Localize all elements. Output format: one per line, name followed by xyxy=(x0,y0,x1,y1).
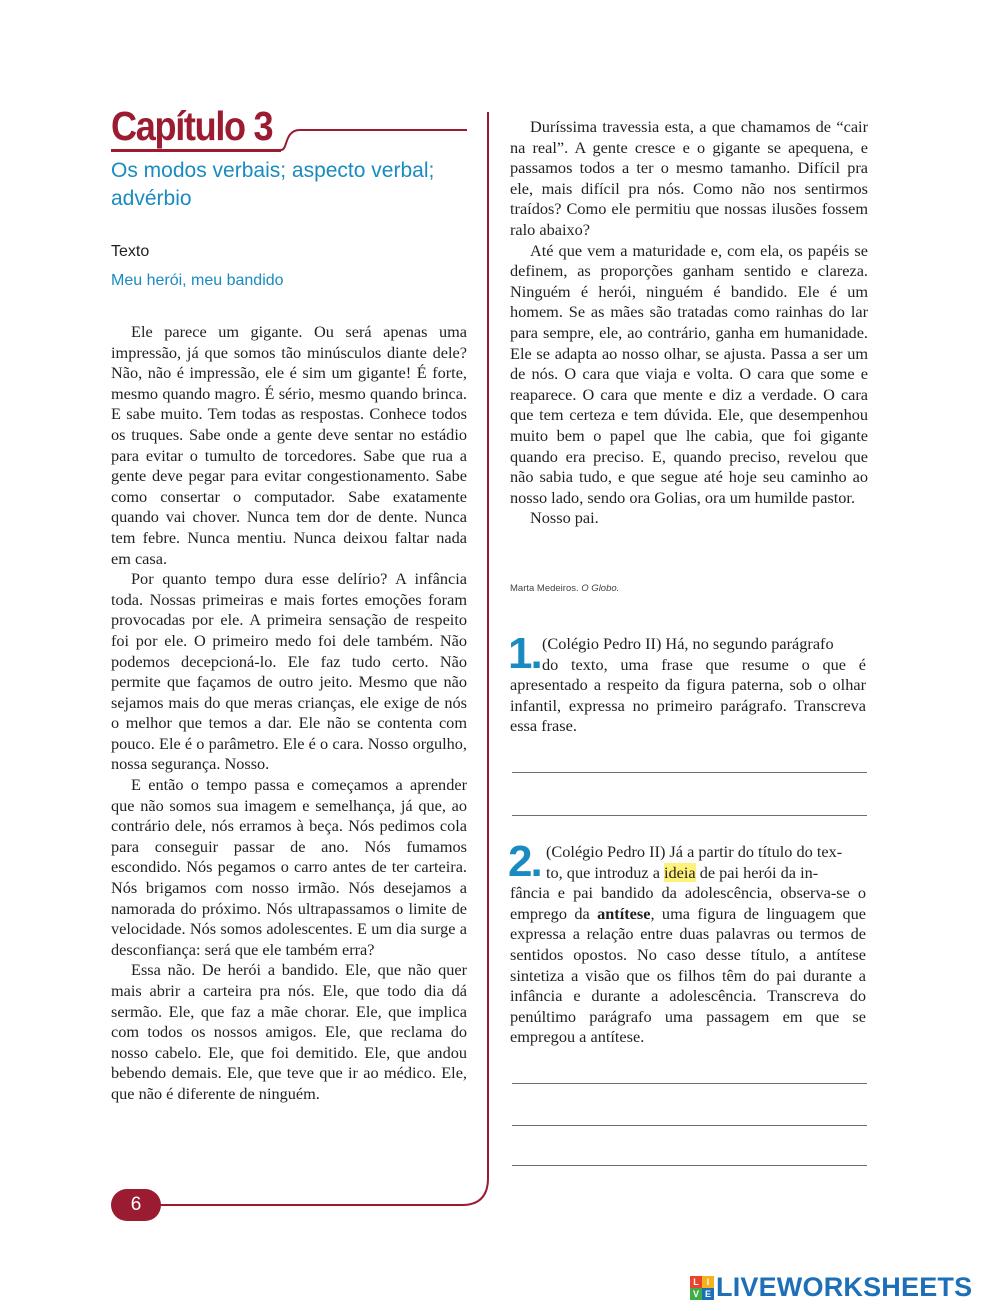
answer-line-q2-2[interactable] xyxy=(512,1125,867,1126)
text-title: Meu herói, meu bandido xyxy=(111,272,284,289)
paragraph: Duríssima travessia esta, a que chamamos de “cair na real”. A gente cresce e o gigante se apequena, e passamos todos a ter o mesmo tamanho. Difícil pra ele, mais difícil pra nós. Como não nos sentirmos traídos? Como ele permitiu que nossas ilusões fossem ralo abaixo? xyxy=(510,117,868,239)
question-1-number: 1. xyxy=(508,629,541,678)
logo-letter: I xyxy=(702,1276,714,1288)
paragraph: Até que vem a maturidade e, com ela, os papéis se definem, as proporções ganham sentido e clareza. Ninguém é herói, ninguém é bandido. Ele é um homem. Se as mães são tratadas como rainhas do lar para sempre, ele, ao contrário, ganha em humanidade. Ele se adapta ao nosso olhar, se ajusta. Passa a ser um de nós. O cara que viaja e volta. O cara que some e reaparece. O cara que mente e diz a verdade. O cara que tem certeza e tem dúvida. Ele, que desempenhou muito bem o papel que lhe cabia, que foi gigante quando era preciso. E, quando preciso, revelou que não sabia tudo, e que segue até hoje seu caminho ao nosso lado, sendo ora Golias, ora um humilde pastor. xyxy=(510,240,868,507)
credit-source: O Globo. xyxy=(581,583,620,594)
question-1-lead: (Colégio Pedro II) Há, no segundo parágrafo xyxy=(542,634,834,653)
question-2-lead: (Colégio Pedro II) Já a partir do título do tex- xyxy=(546,842,843,861)
question-1-text xyxy=(508,629,866,737)
question-2-text-part: , uma figura de linguagem que expressa a relação entre duas palavras ou termos de sentidos opostos. No caso desse título, a antítese sintetiza a visão que os filhos têm do pai durante a infância e durante a adolescência. Transcreva do penúltimo parágrafo uma passagem em que se empregou a antítese. xyxy=(510,903,866,1047)
paragraph: E então o tempo passa e começamos a aprender que não somos sua imagem e semelhança, já que, ao contrário dele, nós erramos à beça. Nós pedimos cola para conseguir passar de ano. Nós fumamos escondido. Nós pegamos o carro antes de ter carteira. Nós brigamos com nosso irmão. Nós desejamos a namorada do próximo. Nós ultrapassamos o limite de velocidade. Nós somos adolescentes. E um dia surge a desconfiança: será que ele também erra? xyxy=(111,775,467,959)
liveworksheets-icon xyxy=(690,1276,714,1300)
answer-line-q1-1[interactable] xyxy=(512,772,867,773)
question-2-line2 xyxy=(510,863,866,884)
paragraph: Por quanto tempo dura esse delírio? A infância toda. Nossas primeiras e mais fortes emoções foram provocadas por ele. A primeira sensação de respeito foi por ele. O primeiro medo foi dele também. Não podemos decepcioná-lo. Ele faz tudo certo. Não permite que façamos de outro jeito. Mesmo que não sejamos mais do que meras crianças, ele exige de nós o melhor que temos a dar. Ele não se contenta com pouco. Ele é o parâmetro. Ele é o cara. Nosso orgulho, nossa segurança. Nosso. xyxy=(111,569,467,774)
text-right-column xyxy=(510,117,868,529)
question-2-text-part: fância e pai bandido da adolescência, observa-se o emprego da xyxy=(510,883,866,923)
paragraph: Essa não. De herói a bandido. Ele, que não quer mais abrir a carteira pra nós. Ele, que todo dia dá sermão. Ele, que faz a mãe chorar. Ele, que implica com todos os nossos amigos. Ele, que reclama do nosso cabelo. Ele, que foi demitido. Ele, que andou bebendo demais. Ele, que teve que ir ao médico. Ele, que não é diferente de ninguém. xyxy=(111,960,467,1103)
answer-line-q2-1[interactable] xyxy=(512,1083,867,1084)
paragraph: Nosso pai. xyxy=(530,508,599,528)
bold-term: antítese xyxy=(597,903,651,923)
chapter-subtitle: Os modos verbais; aspecto verbal; advérbio xyxy=(111,159,435,210)
answer-line-q2-3[interactable] xyxy=(512,1165,867,1166)
highlighted-word[interactable]: ideia xyxy=(664,862,696,882)
liveworksheets-wordmark: LIVEWORKSHEETS xyxy=(716,1272,973,1302)
question-2-text-part: de pai herói da in- xyxy=(695,862,819,882)
page-number: 6 xyxy=(111,1189,161,1221)
credit-author: Marta Medeiros. xyxy=(510,583,579,594)
chapter-underline xyxy=(111,149,281,152)
chapter-swoosh xyxy=(281,130,467,150)
liveworksheets-logo[interactable] xyxy=(690,1272,972,1303)
question-2-number: 2. xyxy=(508,837,541,886)
question-2-text-part: to, que introduz a xyxy=(546,862,665,882)
section-label: Texto xyxy=(111,243,150,260)
logo-letter: V xyxy=(690,1288,702,1300)
text-left-column xyxy=(111,322,467,1105)
chapter-title: Capítulo 3 xyxy=(111,103,273,149)
question-1-body: do texto, uma frase que resume o que é apresentado a respeito da figura paterna, sob o olhar infantil, expressa no primeiro parágrafo. Transcreva essa frase. xyxy=(510,654,866,736)
answer-line-q1-2[interactable] xyxy=(512,815,867,816)
text-credit xyxy=(510,583,619,594)
paragraph: Ele parece um gigante. Ou será apenas uma impressão, já que somos tão minúsculos diante dele? Não, não é impressão, ele é sim um gigante! É forte, mesmo quando magro. É sério, mesmo quando brinca. E sabe muito. Tem todas as respostas. Conhece todos os truques. Sabe onde a gente deve sentar no estádio para evitar o tumulto de torcedores. Sabe que rua a gente deve pegar para evitar congestionamento. Sabe como consertar o computador. Sabe exatamente quando vai chover. Nunca tem dor de dente. Nunca tem febre. Nunca mentiu. Nunca deixou faltar nada em casa. xyxy=(111,322,467,568)
question-2-text xyxy=(508,837,866,1048)
logo-letter: E xyxy=(702,1288,714,1300)
logo-letter: L xyxy=(690,1276,702,1288)
